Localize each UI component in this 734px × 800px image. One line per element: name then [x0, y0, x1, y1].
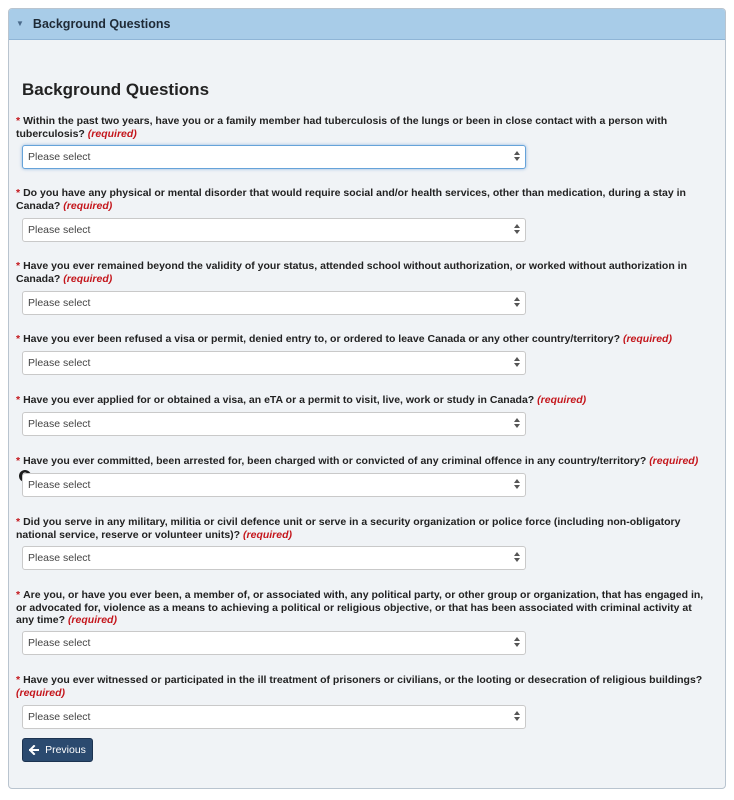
question-text: Have you ever committed, been arrested for, been charged with or convicted of any criminal offence in any country/territory?	[23, 455, 647, 467]
required-star: *	[16, 589, 21, 601]
arrow-left-icon	[29, 745, 39, 755]
required-star: *	[16, 187, 21, 199]
select-value: Please select	[28, 418, 91, 430]
question-refused-visa	[16, 333, 706, 346]
criminal-offence-select[interactable]	[22, 473, 526, 497]
military-service-select[interactable]	[22, 546, 526, 570]
question-text: Have you ever witnessed or participated in the ill treatment of prisoners or civilians, or the looting or desecration of religious buildings?	[23, 674, 703, 686]
required-label: (required)	[537, 394, 587, 406]
previous-button[interactable]	[22, 738, 93, 762]
question-applied-visa	[16, 394, 706, 407]
question-military-service	[16, 516, 706, 541]
panel-header-title: Background Questions	[32, 17, 171, 31]
select-value: Please select	[28, 151, 91, 163]
required-star: *	[16, 516, 21, 528]
required-star: *	[16, 333, 21, 345]
question-political-group	[16, 589, 706, 627]
tuberculosis-select[interactable]	[22, 145, 526, 169]
select-value: Please select	[28, 552, 91, 564]
select-arrows-icon	[514, 357, 520, 367]
question-ill-treatment	[16, 674, 706, 699]
question-text: Did you serve in any military, militia or civil defence unit or serve in a security organization or police force (including non-obligatory national service, reserve or volunteer units)?	[16, 516, 681, 541]
required-label: (required)	[16, 686, 66, 699]
select-arrows-icon	[514, 637, 520, 647]
select-arrows-icon	[514, 479, 520, 489]
status-validity-select[interactable]	[22, 291, 526, 315]
required-star: *	[16, 394, 21, 406]
required-label: (required)	[63, 199, 113, 212]
disorder-select[interactable]	[22, 218, 526, 242]
required-label: (required)	[67, 614, 117, 626]
ill-treatment-select[interactable]	[22, 705, 526, 729]
applied-visa-select[interactable]	[22, 412, 526, 436]
select-arrows-icon	[514, 224, 520, 234]
previous-button-label: Previous	[45, 744, 86, 756]
select-arrows-icon	[514, 711, 520, 721]
select-value: Please select	[28, 637, 91, 649]
question-text: Have you ever been refused a visa or permit, denied entry to, or ordered to leave Canada or any other country/territory?	[23, 333, 621, 345]
collapse-icon[interactable]: ▼	[16, 19, 24, 28]
required-star: *	[16, 674, 21, 686]
question-text: Have you ever applied for or obtained a visa, an eTA or a permit to visit, live, work or study in Canada?	[23, 394, 535, 406]
required-star: *	[16, 115, 21, 127]
political-group-select[interactable]	[22, 631, 526, 655]
select-arrows-icon	[514, 552, 520, 562]
page-title: Background Questions	[22, 80, 210, 99]
required-label: (required)	[243, 528, 293, 541]
select-value: Please select	[28, 297, 91, 309]
required-label: (required)	[87, 127, 137, 140]
required-star: *	[16, 455, 21, 467]
refused-visa-select[interactable]	[22, 351, 526, 375]
select-arrows-icon	[514, 418, 520, 428]
select-arrows-icon	[514, 297, 520, 307]
required-label: (required)	[649, 455, 699, 467]
select-value: Please select	[28, 224, 91, 236]
select-arrows-icon	[514, 151, 520, 161]
question-tuberculosis	[16, 115, 706, 140]
panel-header[interactable]	[9, 9, 725, 40]
question-text: Do you have any physical or mental disorder that would require social and/or health services, other than medication, during a stay in Canada?	[16, 187, 686, 212]
question-text: Have you ever remained beyond the validity of your status, attended school without authorization, or worked without authorization in Canada?	[16, 260, 687, 285]
select-value: Please select	[28, 711, 91, 723]
question-text: Are you, or have you ever been, a member of, or associated with, any political party, or other group or organization, that has engaged in, or advocated for, violence as a means to achieving a political or religious objective, or that has been associated with criminal activity at any time?	[16, 589, 704, 626]
required-label: (required)	[63, 272, 113, 285]
select-value: Please select	[28, 357, 91, 369]
question-status-validity	[16, 260, 706, 285]
question-disorder	[16, 187, 706, 212]
question-text: Within the past two years, have you or a family member had tuberculosis of the lungs or been in close contact with a person with tuberculosis?	[16, 115, 668, 140]
select-value: Please select	[28, 479, 91, 491]
required-label: (required)	[622, 333, 672, 345]
required-star: *	[16, 260, 21, 272]
